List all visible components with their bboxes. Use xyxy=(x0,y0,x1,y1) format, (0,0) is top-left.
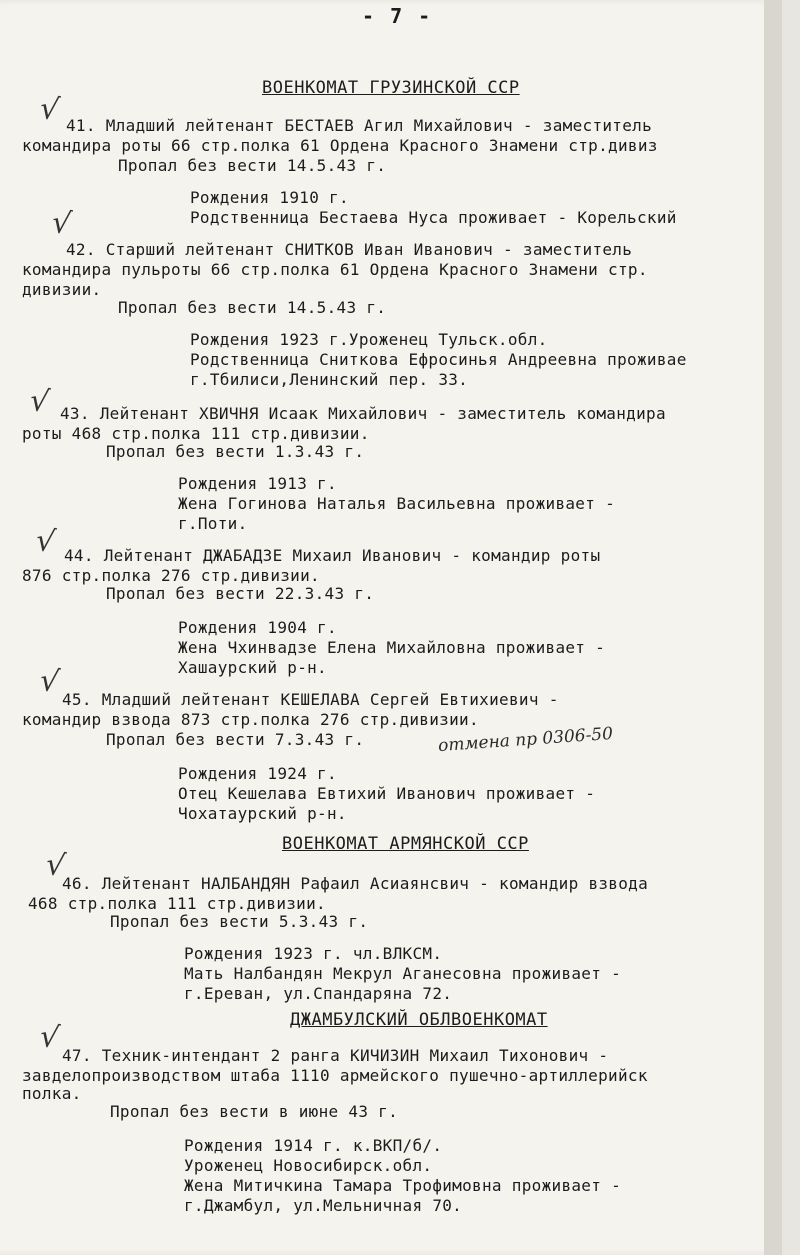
entry-46-born: Рождения 1923 г. чл.ВЛКСМ. xyxy=(184,944,443,963)
entry-43-missing: Пропал без вести 1.3.43 г. xyxy=(106,442,365,461)
entry-41-missing: Пропал без вести 14.5.43 г. xyxy=(118,156,387,175)
entry-42-relative: Родственница Сниткова Ефросинья Андреевна проживае xyxy=(190,350,687,369)
entry-45-line1: 45. Младший лейтенант КЕШЕЛАВА Сергей Евтихиевич - xyxy=(62,690,559,709)
entry-42-line1: 42. Старший лейтенант СНИТКОВ Иван Иванович - заместитель xyxy=(66,240,633,259)
entry-41-line1: 41. Младший лейтенант БЕСТАЕВ Агил Михайлович - заместитель xyxy=(66,116,653,135)
entry-44-address: Хашаурский р-н. xyxy=(178,658,327,677)
check-mark: √ xyxy=(43,846,68,885)
entry-45-missing: Пропал без вести 7.3.43 г. xyxy=(106,730,365,749)
handwritten-note: отмена пр 0306-50 xyxy=(437,723,614,757)
section-heading-armenia: ВОЕНКОМАТ АРМЯНСКОЙ ССР xyxy=(282,834,529,854)
page-edge xyxy=(764,0,782,1255)
entry-46-missing: Пропал без вести 5.3.43 г. xyxy=(110,912,369,931)
entry-44-line2: 876 стр.полка 276 стр.дивизии. xyxy=(22,566,320,585)
entry-44-line1: 44. Лейтенант ДЖАБАДЗЕ Михаил Иванович - командир роты xyxy=(64,546,601,565)
check-mark: √ xyxy=(33,522,58,561)
entry-45-born: Рождения 1924 г. xyxy=(178,764,337,783)
page-number: - 7 - xyxy=(362,4,433,28)
entry-41-relative: Родственница Бестаева Нуса проживает - Корельский xyxy=(190,208,677,227)
check-mark: √ xyxy=(37,90,62,129)
entry-47-line2: завделопроизводством штаба 1110 армейского пушечно-артиллерийск xyxy=(22,1066,648,1085)
entry-46-address: г.Ереван, ул.Спандаряна 72. xyxy=(184,984,453,1003)
entry-43-line1: 43. Лейтенант ХВИЧНЯ Исаак Михайлович - заместитель командира xyxy=(60,404,666,423)
entry-43-relative: Жена Гогинова Наталья Васильевна проживает - xyxy=(178,494,616,513)
entry-44-missing: Пропал без вести 22.3.43 г. xyxy=(106,584,375,603)
entry-42-born: Рождения 1923 г.Уроженец Тульск.обл. xyxy=(190,330,548,349)
entry-47-missing: Пропал без вести в июне 43 г. xyxy=(110,1102,399,1121)
entry-45-relative: Отец Кешелава Евтихий Иванович проживает - xyxy=(178,784,596,803)
entry-41-born: Рождения 1910 г. xyxy=(190,188,349,207)
entry-42-line2: командира пульроты 66 стр.полка 61 Ордена Красного Знамени стр. xyxy=(22,260,648,279)
check-mark: √ xyxy=(27,382,52,421)
entry-45-address: Чохатаурский р-н. xyxy=(178,804,347,823)
entry-41-line2: командира роты 66 стр.полка 61 Ордена Красного Знамени стр.дивиз xyxy=(22,136,658,155)
entry-47-native: Уроженец Новосибирск.обл. xyxy=(184,1156,433,1175)
entry-45-line2: командир взвода 873 стр.полка 276 стр.дивизии. xyxy=(22,710,479,729)
entry-46-line2: 468 стр.полка 111 стр.дивизии. xyxy=(28,894,326,913)
entry-44-relative: Жена Чхинвадзе Елена Михайловна проживает - xyxy=(178,638,606,657)
entry-47-relative: Жена Митичкина Тамара Трофимовна проживает - xyxy=(184,1176,622,1195)
section-heading-georgia: ВОЕНКОМАТ ГРУЗИНСКОЙ ССР xyxy=(262,78,520,98)
entry-47-address: г.Джамбул, ул.Мельничная 70. xyxy=(184,1196,463,1215)
check-mark: √ xyxy=(49,204,74,243)
entry-43-line2: роты 468 стр.полка 111 стр.дивизии. xyxy=(22,424,370,443)
entry-43-address: г.Поти. xyxy=(178,514,248,533)
entry-42-line3: дивизии. xyxy=(22,280,102,299)
entry-43-born: Рождения 1913 г. xyxy=(178,474,337,493)
entry-47-line3: полка. xyxy=(22,1084,82,1103)
check-mark: √ xyxy=(37,1018,62,1057)
entry-42-missing: Пропал без вести 14.5.43 г. xyxy=(118,298,387,317)
check-mark: √ xyxy=(37,662,62,701)
entry-46-relative: Мать Налбандян Мекрул Аганесовна проживает - xyxy=(184,964,622,983)
section-heading-dzhambul: ДЖАМБУЛСКИЙ ОБЛВОЕНКОМАТ xyxy=(290,1010,548,1030)
entry-42-address: г.Тбилиси,Ленинский пер. 33. xyxy=(190,370,469,389)
entry-44-born: Рождения 1904 г. xyxy=(178,618,337,637)
entry-46-line1: 46. Лейтенант НАЛБАНДЯН Рафаил Асиаянсвич - командир взвода xyxy=(62,874,649,893)
entry-47-line1: 47. Техник-интендант 2 ранга КИЧИЗИН Михаил Тихонович - xyxy=(62,1046,609,1065)
entry-47-born: Рождения 1914 г. к.ВКП/б/. xyxy=(184,1136,443,1155)
